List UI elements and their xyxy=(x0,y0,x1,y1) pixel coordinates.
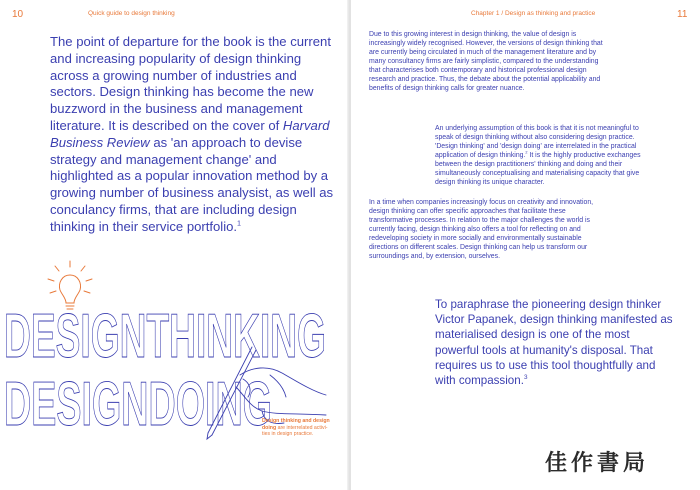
page-number-left: 10 xyxy=(12,9,24,20)
para2-text-1: An underlying assumption of this book is that it is not meaningful to speak of design thinking without also considering design practice. 'Design thinking' and 'design doing' are interrelated in the practical application of design thinking. xyxy=(435,125,639,160)
caption-text: are interrelated activities in design practice. xyxy=(262,424,328,438)
lead-paragraph xyxy=(50,34,340,236)
illustration-caption xyxy=(262,418,332,438)
para2-text-2: It is the highly productive exchanges between the design practitioners' thinking and doing and their simultaneously conceptualising and materialising capacity that give design thinking its unique character. xyxy=(435,152,641,187)
illustration-word-thinking: DESIGNTHINKING xyxy=(4,302,326,371)
lead-text-1: The point of departure for the book is the current and increasing popularity of design thinking across a growing number of industries and sectors. Design thinking has become the new buzzword in the business and management literature. It is described on the cover of xyxy=(50,34,331,133)
running-head-right: Chapter 1 / Design as thinking and practice xyxy=(471,10,596,17)
body-paragraph-1: Due to this growing interest in design thinking, the value of design is increasingly widely recognised. However, the versions of design thinking that are currently being circulated in much of the management literature and by many consultancy firms are fairly simplistic, compared to the understanding that characterises both contemporary and historical professional design research and practice. Thus, the debate about the potential applicability and benefits of design thinking calls for greater nuance. xyxy=(369,31,603,93)
body-paragraph-2 xyxy=(435,124,655,187)
running-head-left: Quick guide to design thinking xyxy=(88,10,175,17)
footnote-ref-1: 1 xyxy=(237,218,242,228)
pull-quote xyxy=(435,297,675,388)
right-page xyxy=(351,0,700,490)
footnote-ref-2: 2 xyxy=(525,150,528,155)
left-page xyxy=(0,0,349,490)
publisher-watermark: 佳作書局 xyxy=(545,451,650,476)
page-number-right: 11 xyxy=(677,9,688,20)
lead-text-2: as 'an approach to devise strategy and management change' and highlighted as a popular innovation method by a growing number of business analysist, as well as conculancy firms, that are including design thinking in their service portfolio. xyxy=(50,134,334,234)
caption-bold: Design thinking and design doing xyxy=(262,418,330,431)
lead-italic-title: Harvard Business Review xyxy=(50,117,330,150)
body-paragraph-3: In a time when companies increasingly focus on creativity and innovation, design thinking can offer specific approaches that facilitate these transformative processes. In relation to the major challenges the world is currently facing, design thinking also offers a tool for reflecting on and redeveloping society in more socially and environmentally sustainable directions on different scales. Design thinking can help us transform our surroundings and, by extension, ourselves. xyxy=(369,199,594,261)
illustration-word-doing: DESIGNDOING xyxy=(4,370,272,439)
pull-quote-text: To paraphrase the pioneering design thinker Victor Papanek, design thinking manifested as materialised design is one of the most powerful tools at humanity's disposal. That requires us to use this tool thoughtfully and with compassion. xyxy=(435,298,673,388)
footnote-ref-3: 3 xyxy=(523,374,528,382)
